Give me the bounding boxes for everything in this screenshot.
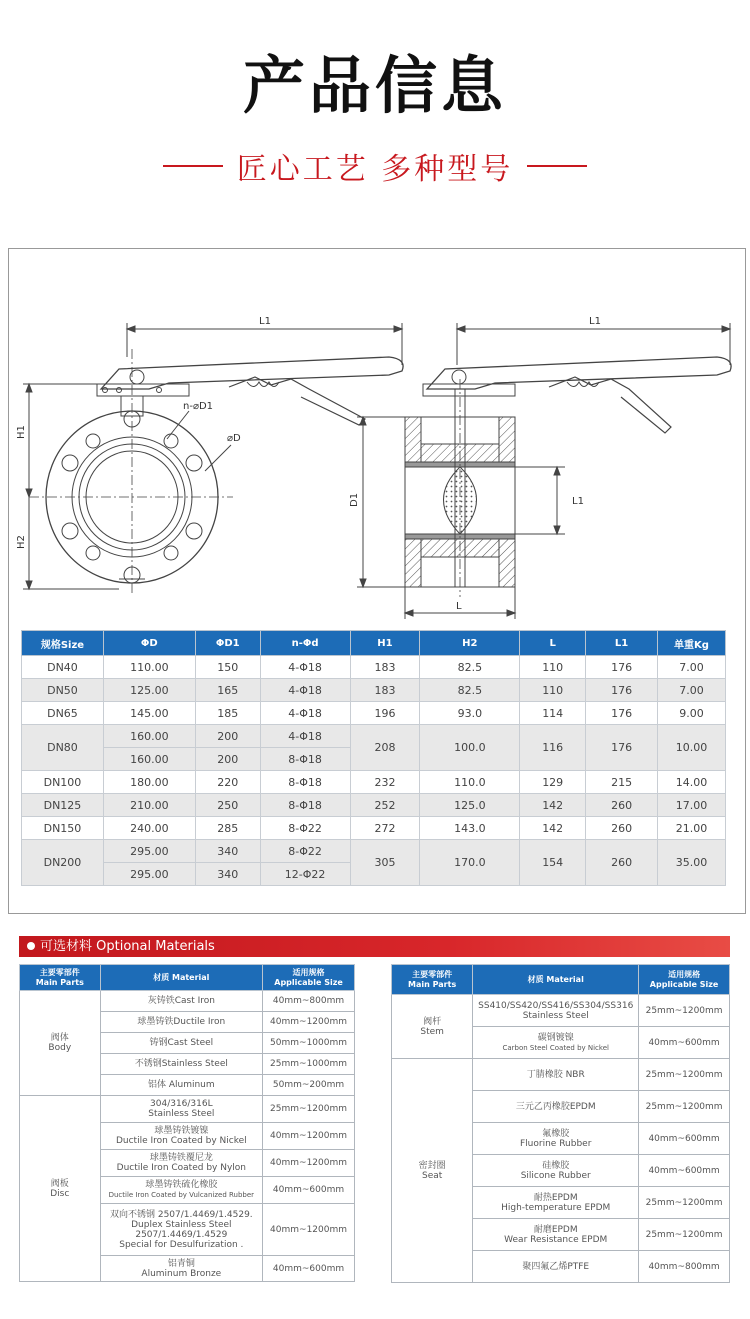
label-L: L [456,601,462,612]
size-cell: 40mm~1200mm [263,1123,355,1150]
cell-L1: 215 [586,771,658,794]
cell-D1: 340 [195,840,260,863]
cell-H2: 82.5 [420,679,520,702]
cell-H1: 252 [350,794,420,817]
cell-L: 110 [520,679,586,702]
table-row [22,794,726,817]
material-cell: 双向不锈钢 2507/1.4469/1.4529. Duplex Stainless Steel 2507/1.4469/1.4529 Special for Desulfurization . [100,1204,263,1256]
cell-H1: 208 [350,725,420,771]
col-L: L [520,631,586,656]
cell-size: DN200 [22,840,104,886]
materials-banner-text: 可选材料 Optional Materials [40,939,215,954]
col-D1: ΦD1 [195,631,260,656]
size-cell: 40mm~800mm [263,991,355,1012]
cell-D: 125.00 [103,679,195,702]
label-H2: H2 [16,535,27,549]
table-row [22,840,726,863]
size-cell: 50mm~1000mm [263,1033,355,1054]
size-cell: 40mm~1200mm [263,1012,355,1033]
cell-D1: 250 [195,794,260,817]
cell-D: 210.00 [103,794,195,817]
cell-D: 295.00 [103,863,195,886]
cell-L: 110 [520,656,586,679]
size-cell: 25mm~1200mm [639,1219,730,1251]
part-seat: 密封圈 Seat [392,1059,473,1283]
cell-L: 129 [520,771,586,794]
cell-D: 295.00 [103,840,195,863]
cell-D1: 185 [195,702,260,725]
cell-L1: 176 [586,656,658,679]
cell-L: 114 [520,702,586,725]
size-cell: 40mm~1200mm [263,1150,355,1177]
col-L1: L1 [586,631,658,656]
material-cell: 碳钢镀镍 Carbon Steel Coated by Nickel [473,1027,639,1059]
cell-D1: 200 [195,748,260,771]
cell-size: DN40 [22,656,104,679]
cell-L: 116 [520,725,586,771]
cell-H1: 183 [350,656,420,679]
cell-kg: 9.00 [658,702,726,725]
cell-size: DN65 [22,702,104,725]
cell-nd: 8-Φ18 [260,771,350,794]
front-view [23,323,403,595]
cell-D: 110.00 [103,656,195,679]
size-cell: 40mm~600mm [639,1123,730,1155]
cell-nd: 12-Φ22 [260,863,350,886]
table-row [22,702,726,725]
size-cell: 40mm~800mm [639,1251,730,1283]
table-row [392,995,730,1027]
cell-D: 240.00 [103,817,195,840]
cell-kg: 7.00 [658,656,726,679]
cell-H2: 93.0 [420,702,520,725]
material-cell: 球墨铸铁Ductile Iron [100,1012,263,1033]
cell-nd: 4-Φ18 [260,725,350,748]
cell-nd: 4-Φ18 [260,702,350,725]
table-row [22,817,726,840]
cell-H1: 305 [350,840,420,886]
col-D: ΦD [103,631,195,656]
material-cell: 灰铸铁Cast Iron [100,991,263,1012]
subtitle-row [0,144,750,188]
materials-table-right [391,964,730,1283]
cell-D1: 150 [195,656,260,679]
table-row [22,656,726,679]
size-cell: 40mm~600mm [639,1155,730,1187]
material-cell: 聚四氟乙烯PTFE [473,1251,639,1283]
cell-H2: 82.5 [420,656,520,679]
cell-size: DN80 [22,725,104,771]
material-cell: 耐磨EPDM Wear Resistance EPDM [473,1219,639,1251]
materials-header-row [20,965,355,991]
label-D1: D1 [349,492,360,507]
cell-H1: 232 [350,771,420,794]
cell-L1: 176 [586,725,658,771]
cell-D1: 220 [195,771,260,794]
material-cell: 丁腈橡胶 NBR [473,1059,639,1091]
col-H2: H2 [420,631,520,656]
table-row [22,771,726,794]
cell-kg: 10.00 [658,725,726,771]
cell-H1: 272 [350,817,420,840]
materials-table-left [19,964,355,1282]
cell-D1: 200 [195,725,260,748]
header-applicable-size: 适用规格 Applicable Size [639,965,730,995]
cell-D: 180.00 [103,771,195,794]
table-row [22,725,726,748]
part-disc: 阀板 Disc [20,1096,101,1282]
cell-H2: 110.0 [420,771,520,794]
material-cell: 球墨铸铁镀镍 Ductile Iron Coated by Nickel [100,1123,263,1150]
spec-header-row [22,631,726,656]
cell-size: DN50 [22,679,104,702]
label-L1-right: L1 [589,316,601,327]
table-row [20,1096,355,1123]
size-cell: 50mm~200mm [263,1075,355,1096]
label-H1: H1 [16,425,27,439]
cell-nd: 8-Φ18 [260,748,350,771]
material-cell: 不锈钢Stainless Steel [100,1054,263,1075]
cell-D1: 285 [195,817,260,840]
cell-H2: 143.0 [420,817,520,840]
bullet-icon [27,942,35,950]
cell-H1: 196 [350,702,420,725]
cell-size: DN150 [22,817,104,840]
spec-table [21,630,726,886]
col-kg: 单重Kg [658,631,726,656]
cell-L1: 260 [586,794,658,817]
size-cell: 25mm~1200mm [639,1091,730,1123]
cell-kg: 35.00 [658,840,726,886]
page-title: 产品信息 [242,49,507,122]
cell-D1: 340 [195,863,260,886]
col-H1: H1 [350,631,420,656]
size-cell: 40mm~1200mm [263,1204,355,1256]
col-nd: n-Φd [260,631,350,656]
label-phiD: ⌀D [227,433,241,444]
materials-header-row [392,965,730,995]
cell-nd: 4-Φ18 [260,679,350,702]
cell-L1: 260 [586,840,658,886]
label-nd1: n-⌀D1 [183,401,214,412]
cell-L: 142 [520,794,586,817]
material-cell: 铝体 Aluminum [100,1075,263,1096]
valve-drawing [9,249,747,629]
col-size: 规格Size [22,631,104,656]
table-row [392,1059,730,1091]
header-applicable-size: 适用规格 Applicable Size [263,965,355,991]
material-cell: 氟橡胶 Fluorine Rubber [473,1123,639,1155]
right-dash [527,165,587,167]
header-main-parts: 主要零部件 Main Parts [392,965,473,995]
header-material: 材质 Material [100,965,263,991]
size-cell: 40mm~600mm [263,1256,355,1282]
cell-D: 160.00 [103,748,195,771]
cell-H2: 125.0 [420,794,520,817]
table-row [20,991,355,1012]
left-dash [163,165,223,167]
cell-size: DN125 [22,794,104,817]
cell-H2: 100.0 [420,725,520,771]
size-cell: 25mm~1000mm [263,1054,355,1075]
material-cell: 耐热EPDM High-temperature EPDM [473,1187,639,1219]
cell-size: DN100 [22,771,104,794]
cell-L: 154 [520,840,586,886]
cell-L1: 176 [586,679,658,702]
cell-kg: 17.00 [658,794,726,817]
size-cell: 25mm~1200mm [639,1187,730,1219]
material-cell: 球墨铸铁硫化橡胶 Ductile Iron Coated by Vulcanized Rubber [100,1177,263,1204]
cell-kg: 7.00 [658,679,726,702]
size-cell: 25mm~1200mm [639,995,730,1027]
material-cell: 304/316/316L Stainless Steel [100,1096,263,1123]
material-cell: SS410/SS420/SS416/SS304/SS316 Stainless Steel [473,995,639,1027]
part-body: 阀体 Body [20,991,101,1096]
side-view [357,323,731,619]
cell-H2: 170.0 [420,840,520,886]
header-main-parts: 主要零部件 Main Parts [20,965,101,991]
cell-nd: 8-Φ22 [260,817,350,840]
cell-L1: 176 [586,702,658,725]
cell-H1: 183 [350,679,420,702]
cell-D: 145.00 [103,702,195,725]
cell-nd: 4-Φ18 [260,656,350,679]
cell-D: 160.00 [103,725,195,748]
materials-banner [19,936,730,957]
cell-nd: 8-Φ22 [260,840,350,863]
table-row [22,679,726,702]
material-cell: 硅橡胶 Silicone Rubber [473,1155,639,1187]
cell-L1: 260 [586,817,658,840]
cell-nd: 8-Φ18 [260,794,350,817]
size-cell: 40mm~600mm [263,1177,355,1204]
cell-kg: 14.00 [658,771,726,794]
cell-kg: 21.00 [658,817,726,840]
part-stem: 阀杆 Stem [392,995,473,1059]
size-cell: 40mm~600mm [639,1027,730,1059]
size-cell: 25mm~1200mm [263,1096,355,1123]
label-L1-small: L1 [572,496,584,507]
material-cell: 铝青铜 Aluminum Bronze [100,1256,263,1282]
material-cell: 三元乙丙橡胶EPDM [473,1091,639,1123]
header-material: 材质 Material [473,965,639,995]
cell-L: 142 [520,817,586,840]
size-cell: 25mm~1200mm [639,1059,730,1091]
subtitle: 匠心工艺 多种型号 [236,152,514,187]
material-cell: 铸钢Cast Steel [100,1033,263,1054]
material-cell: 球墨铸铁覆尼龙 Ductile Iron Coated by Nylon [100,1150,263,1177]
cell-D1: 165 [195,679,260,702]
label-L1-left: L1 [259,316,271,327]
